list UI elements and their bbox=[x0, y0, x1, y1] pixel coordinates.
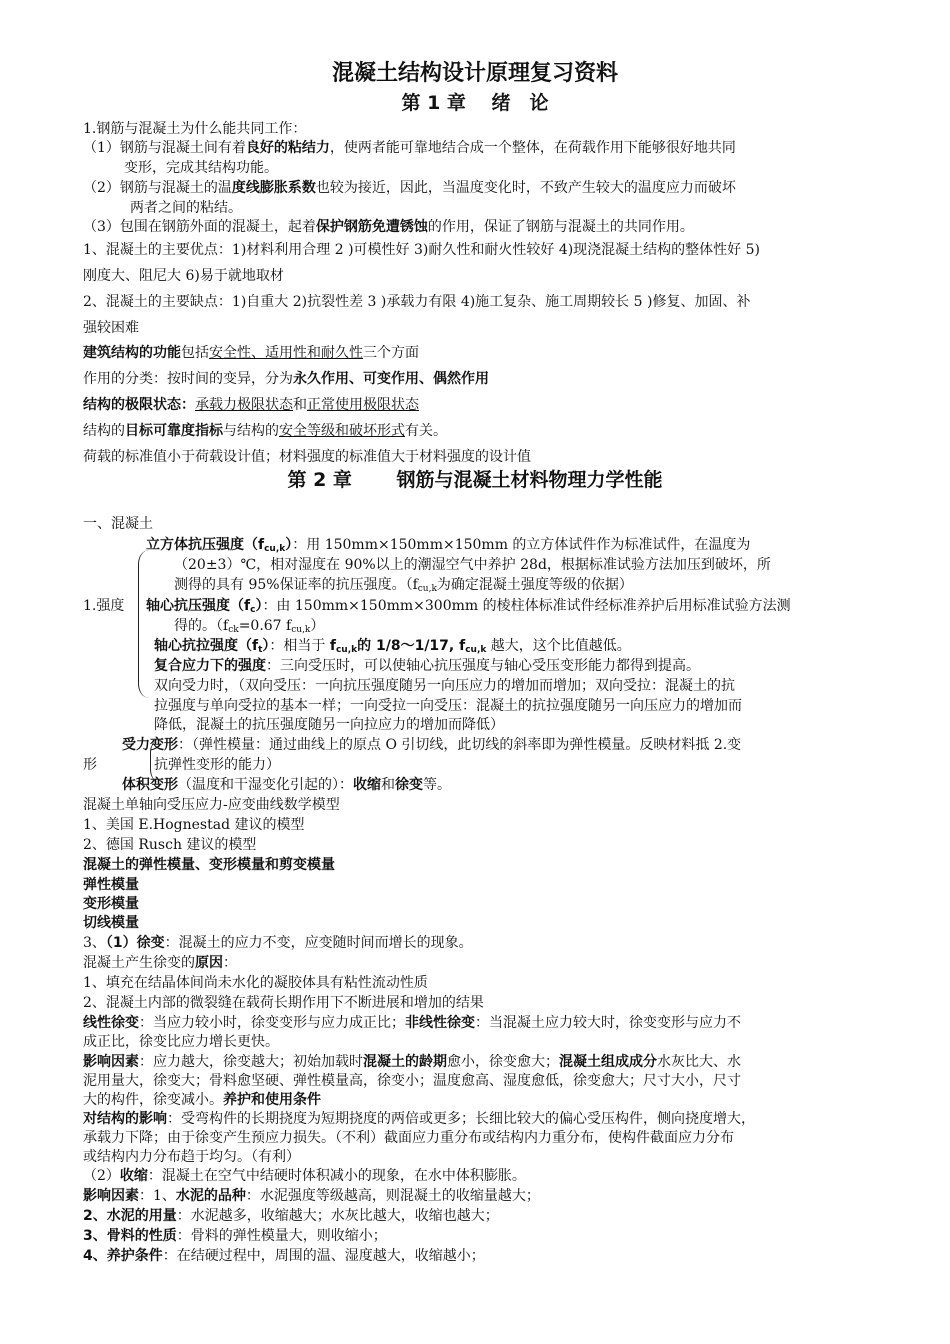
reason-2: （2）钢筋与混凝土的温度线膨胀系数也较为接近，因此，当温度变化时，不致产生较大的温度应力而破坏 bbox=[83, 180, 736, 196]
creep-factors-cont-1: 泥用量大，徐变大；骨料愈坚硬、弹性模量高，徐变小；温度愈高、湿度愈低，徐变愈大；尺寸大小，尺寸 bbox=[83, 1073, 741, 1089]
biaxial-stress-cont-2: 降低，混凝土的抗压强度随另一向拉应力的增加而降低） bbox=[154, 717, 504, 733]
action-classification: 作用的分类：按时间的变异，分为永久作用、可变作用、偶然作用 bbox=[83, 371, 489, 387]
tangent-modulus: 切线模量 bbox=[83, 915, 139, 931]
reliability-index: 结构的目标可靠度指标与结构的安全等级和破坏形式有关。 bbox=[83, 423, 447, 439]
shrinkage-factor-4: 4、养护条件：在结硬过程中，周围的温、湿度越大，收缩越小； bbox=[83, 1248, 485, 1264]
combined-stress-strength: 复合应力下的强度：三向受压时，可以使轴心抗压强度与轴心受压变形能力都得到提高。 bbox=[154, 658, 700, 674]
deformation-modulus: 变形模量 bbox=[83, 896, 139, 912]
linear-creep-cont: 成正比，徐变比应力增长更快。 bbox=[83, 1034, 279, 1050]
creep-cause-2: 2、混凝土内部的微裂缝在载荷长期作用下不断进展和增加的结果 bbox=[83, 995, 484, 1011]
creep-factors: 影响因素：应力越大，徐变越大；初始加载时混凝土的龄期愈小，徐变愈大；混凝土组成成分水灰比大、水 bbox=[83, 1054, 741, 1070]
load-deformation: 受力变形：（弹性模量：通过曲线上的原点 O 引切线，此切线的斜率即为弹性模量。反映材料抵 2.变 bbox=[122, 737, 742, 753]
disadvantages: 2、混凝土的主要缺点：1)自重大 2)抗裂性差 3 )承载力有限 4)施工复杂、施工周期较长 5 )修复、加固、补 bbox=[83, 294, 751, 310]
reason-1-cont: 变形，完成其结构功能。 bbox=[124, 160, 278, 176]
cube-strength-cont-2: 测得的具有 95%保证率的抗压强度。（$f_{cu,k}$为确定混凝土强度等级的依据） bbox=[174, 577, 633, 594]
creep-cause-1: 1、填充在结晶体间尚未水化的凝胶体具有粘性流动性质 bbox=[83, 975, 428, 991]
creep-cause-heading: 混凝土产生徐变的原因： bbox=[83, 955, 237, 971]
strength-brace bbox=[138, 550, 149, 698]
linear-creep: 线性徐变：当应力较小时，徐变变形与应力成正比；非线性徐变：当混凝土应力较大时，徐变变形与应力不 bbox=[83, 1015, 741, 1031]
cube-strength: 立方体抗压强度$(f_{cu,k})$：用 150mm×150mm×150mm 的立方体试件作为标准试件，在温度为 bbox=[146, 537, 751, 554]
chapter2-heading: 第 2 章 钢筋与混凝土材料物理力学性能 bbox=[287, 469, 663, 491]
elastic-modulus: 弹性模量 bbox=[83, 877, 139, 893]
biaxial-stress-cont-1: 拉强度与单向受拉的基本一样；一向受拉一向受压：混凝土的抗拉强度随另一向压应力的增加而 bbox=[154, 698, 742, 714]
section-concrete: 一、混凝土 bbox=[83, 516, 153, 532]
model-rusch: 2、德国 Rusch 建议的模型 bbox=[83, 837, 257, 853]
limit-states: 结构的极限状态：承载力极限状态和正常使用极限状态 bbox=[83, 397, 419, 413]
axial-tensile-strength: 轴心抗拉强度$(f_t)$：相当于 $f_{cu,k}$的 1/8～1/17, $f_{cu,k}$ 越大，这个比值越低。 bbox=[154, 638, 631, 655]
shrinkage-definition: （2）收缩：混凝土在空气中结硬时体积减小的现象，在水中体积膨胀。 bbox=[83, 1168, 526, 1184]
shrinkage-factor-1: 影响因素：1、水泥的品种：水泥强度等级越高，则混凝土的收缩量越大； bbox=[83, 1188, 540, 1204]
biaxial-stress: 双向受力时，（双向受压：一向抗压强度随另一向压应力的增加而增加；双向受拉：混凝土的抗 bbox=[154, 678, 735, 694]
strength-label: 1.强度 bbox=[83, 598, 125, 614]
axial-compressive-strength: 轴心抗压强度$(f_c)$：由 150mm×150mm×300mm 的棱柱体标准试件经标准养护后用标准试验方法测 bbox=[146, 598, 791, 615]
chapter1-heading: 第 1 章 绪 论 bbox=[401, 92, 549, 114]
creep-effects-cont-2: 或结构内力分布趋于均匀。（有利） bbox=[83, 1149, 300, 1165]
axial-compressive-strength-cont: 得的。（$f_{ck}=0.67$ $f_{cu,k}$） bbox=[174, 618, 325, 635]
stress-strain-models: 混凝土单轴向受压应力-应变曲线数学模型 bbox=[83, 797, 340, 813]
creep-effects-cont-1: 承载力下降；由于徐变产生预应力损失。（不利）截面应力重分布或结构内力重分布，使构件截面应力分布 bbox=[83, 1130, 734, 1146]
reason-1: （1）钢筋与混凝土间有着良好的粘结力，使两者能可靠地结合成一个整体，在荷载作用下能够很好地共同 bbox=[83, 140, 736, 156]
moduli-heading: 混凝土的弹性模量、变形模量和剪变模量 bbox=[83, 857, 335, 873]
volume-deformation: 体积变形（温度和干湿变化引起的）：收缩和徐变等。 bbox=[122, 777, 451, 793]
creep-factors-cont-2: 大的构件，徐变减小。养护和使用条件 bbox=[83, 1092, 321, 1108]
creep-definition: 3、（1）徐变：混凝土的应力不变，应变随时间而增长的现象。 bbox=[83, 935, 473, 951]
reason-3: （3）包围在钢筋外面的混凝土，起着保护钢筋免遭锈蚀的作用，保证了钢筋与混凝土的共同作用。 bbox=[83, 219, 694, 235]
advantages: 1、混凝土的主要优点：1)材料利用合理 2 )可模性好 3)耐久性和耐火性较好 4)现浇混凝土结构的整体性好 5) bbox=[83, 242, 761, 258]
disadvantages-cont: 强较困难 bbox=[83, 320, 139, 336]
cube-strength-cont-1: （20±3）℃，相对湿度在 90%以上的潮湿空气中养护 28d，根据标准试验方法加压到破坏，所 bbox=[174, 557, 771, 573]
deformation-label: 形 bbox=[83, 757, 97, 773]
question-1: 1.钢筋与混凝土为什么能共同工作： bbox=[83, 121, 307, 137]
advantages-cont: 刚度大、阻尼大 6)易于就地取材 bbox=[83, 268, 284, 284]
standard-values: 荷载的标准值小于荷载设计值；材料强度的标准值大于材料强度的设计值 bbox=[83, 449, 531, 465]
structure-function: 建筑结构的功能包括安全性、适用性和耐久性三个方面 bbox=[83, 345, 419, 361]
document-title: 混凝土结构设计原理复习资料 bbox=[331, 61, 618, 86]
creep-effects: 对结构的影响：受弯构件的长期挠度为短期挠度的两倍或更多；长细比较大的偏心受压构件，侧向挠度增大， bbox=[83, 1111, 755, 1127]
reason-2-cont: 两者之间的粘结。 bbox=[130, 200, 242, 216]
load-deformation-cont: 抗弹性变形的能力） bbox=[154, 757, 280, 773]
shrinkage-factor-3: 3、骨料的性质：骨料的弹性模量大，则收缩小； bbox=[83, 1228, 387, 1244]
shrinkage-factor-2: 2、水泥的用量：水泥越多，收缩越大；水灰比越大，收缩也越大； bbox=[83, 1208, 499, 1224]
model-hognestad: 1、美国 E.Hognestad 建议的模型 bbox=[83, 817, 305, 833]
